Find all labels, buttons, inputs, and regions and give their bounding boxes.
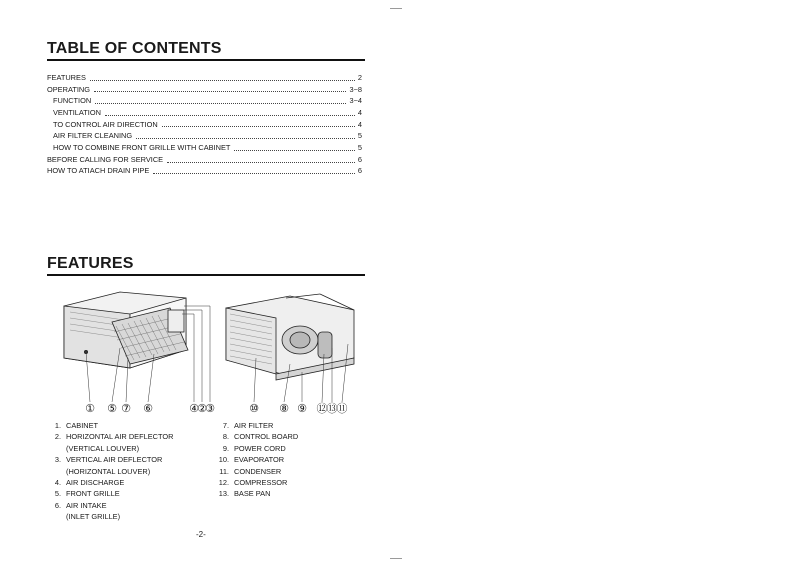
toc-leader <box>95 102 346 104</box>
parts-list-right <box>215 420 365 500</box>
back-unit-drawing <box>226 294 354 380</box>
part-name: AIR FILTER <box>234 421 274 430</box>
toc-entry-filter-cleaning[interactable] <box>47 130 362 142</box>
list-item <box>47 431 217 454</box>
toc-page: 2 <box>357 72 362 82</box>
list-item <box>47 500 217 523</box>
callout-marker: ⑧ <box>279 402 289 415</box>
part-name: BASE PAN <box>234 489 271 499</box>
part-number: 8. <box>222 432 229 442</box>
list-item <box>215 477 365 488</box>
toc-leader <box>167 161 355 163</box>
callout-marker: ③ <box>205 402 215 415</box>
crop-mark-bottom <box>390 558 402 559</box>
toc-label: TO CONTROL AIR DIRECTION <box>53 119 158 129</box>
toc-label: OPERATING <box>47 84 90 94</box>
air-conditioner-illustration <box>50 288 362 418</box>
toc-label: HOW TO ATIACH DRAIN PIPE <box>47 166 150 176</box>
list-item <box>47 454 217 477</box>
toc-page: 5 <box>357 143 362 153</box>
toc-label: FEATURES <box>47 72 86 82</box>
parts-list-left <box>47 420 217 523</box>
part-number: 3. <box>54 455 61 465</box>
callout-marker: ④ <box>189 402 199 415</box>
part-number: 11. <box>219 466 229 476</box>
back-callout-markers <box>249 402 347 415</box>
list-item <box>215 488 365 499</box>
part-number: 1. <box>54 421 61 430</box>
part-name: VERTICAL AIR DEFLECTOR (HORIZONTAL LOUVER) <box>66 455 163 476</box>
part-name: HORIZONTAL AIR DEFLECTOR (VERTICAL LOUVER) <box>66 432 174 453</box>
toc-entry-before-service[interactable] <box>47 154 362 166</box>
toc-heading: TABLE OF CONTENTS <box>47 40 365 61</box>
callout-marker: ⑩ <box>249 402 259 415</box>
callout-marker: ⑤ <box>107 402 117 415</box>
toc-page: 5 <box>357 131 362 141</box>
callout-marker: ⑬ <box>326 402 338 415</box>
part-number: 10. <box>218 455 229 465</box>
part-number: 7. <box>222 421 229 430</box>
callout-marker: ⑪ <box>336 402 348 415</box>
list-item <box>47 488 217 499</box>
part-number: 13. <box>218 489 229 499</box>
part-number: 6. <box>54 500 61 510</box>
toc-page: 3~4 <box>349 96 362 106</box>
crop-mark-top <box>390 8 402 9</box>
toc-label: VENTILATION <box>53 108 101 118</box>
toc-entry-drain-pipe[interactable] <box>47 166 362 178</box>
toc-page: 3~8 <box>349 84 362 94</box>
toc-label: BEFORE CALLING FOR SERVICE <box>47 154 164 164</box>
front-callout-markers <box>85 402 215 415</box>
toc-entry-function[interactable] <box>47 95 362 107</box>
toc-leader <box>94 90 346 92</box>
toc-list <box>47 72 362 177</box>
part-name: CABINET <box>66 421 99 430</box>
part-number: 12. <box>218 478 229 488</box>
list-item <box>215 443 365 454</box>
list-item <box>215 431 365 442</box>
toc-leader <box>90 79 355 81</box>
part-name: COMPRESSOR <box>234 478 288 488</box>
part-name: EVAPORATOR <box>234 455 285 465</box>
toc-leader <box>105 114 355 116</box>
part-number: 9. <box>222 443 229 453</box>
toc-page: 4 <box>357 119 362 129</box>
front-unit-drawing <box>64 292 188 368</box>
callout-marker: ⑦ <box>121 402 131 415</box>
part-name: CONDENSER <box>234 466 282 476</box>
part-name: AIR INTAKE (INLET GRILLE) <box>66 500 121 522</box>
toc-page: 4 <box>357 108 362 118</box>
part-number: 4. <box>54 478 61 488</box>
list-item <box>47 420 217 431</box>
part-name: CONTROL BOARD <box>234 432 299 442</box>
list-item <box>215 466 365 477</box>
toc-label: AIR FILTER CLEANING <box>53 131 133 141</box>
page-number: -2- <box>196 530 206 539</box>
list-item <box>47 477 217 488</box>
toc-entry-ventilation[interactable] <box>47 107 362 119</box>
toc-page: 6 <box>357 166 362 176</box>
part-name: AIR DISCHARGE <box>66 478 125 488</box>
part-name: POWER CORD <box>234 443 286 453</box>
features-heading: FEATURES <box>47 255 365 276</box>
toc-entry-operating[interactable] <box>47 84 362 96</box>
toc-entry-features[interactable] <box>47 72 362 84</box>
callout-marker: ① <box>85 402 95 415</box>
list-item <box>215 454 365 465</box>
toc-label: FUNCTION <box>53 96 92 106</box>
callout-marker: ② <box>197 402 207 415</box>
list-item <box>215 420 365 431</box>
callout-marker: ⑥ <box>143 402 153 415</box>
toc-leader <box>136 137 355 139</box>
callout-marker: ⑫ <box>316 402 328 415</box>
toc-page: 6 <box>357 154 362 164</box>
toc-entry-air-direction[interactable] <box>47 119 362 131</box>
toc-entry-combine-grille[interactable] <box>47 142 362 154</box>
toc-leader <box>234 149 354 151</box>
callout-marker: ⑨ <box>297 402 307 415</box>
part-number: 2. <box>54 432 61 442</box>
toc-label: HOW TO COMBINE FRONT GRILLE WITH CABINET <box>53 143 231 153</box>
toc-leader <box>162 125 355 127</box>
part-number: 5. <box>54 489 61 499</box>
part-name: FRONT GRILLE <box>66 489 120 499</box>
toc-leader <box>153 172 355 174</box>
